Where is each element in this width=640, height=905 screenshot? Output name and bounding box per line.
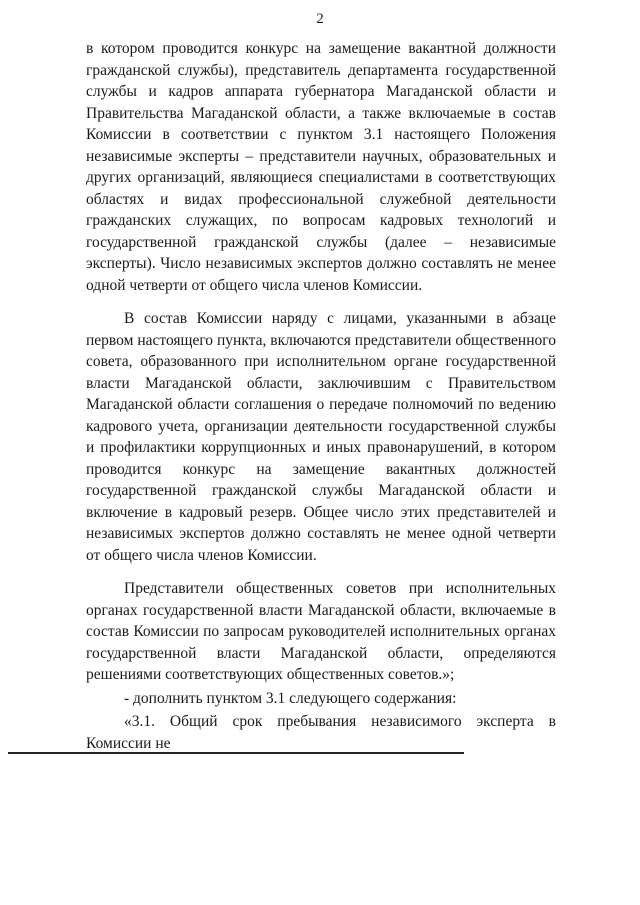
document-body <box>86 38 556 756</box>
page-number: 2 <box>316 11 324 27</box>
paragraph-4: - дополнить пунктом 3.1 следующего содержания: <box>124 689 457 707</box>
paragraph-2: В состав Комиссии наряду с лицами, указанными в абзаце первом настоящего пункта, включаются представители общественного совета, образованного при исполнительном органе государственной власти Магаданской области, заключившим с Правительством Магаданской области соглашения о передаче полномочий по ведению кадрового учета, организации деятельности государственной службы и профилактики коррупционных и иных правонарушений, в котором проводится конкурс на замещение вакантных должностей государственной гражданской службы Магаданской области и включение в кадровый резерв. Общее число этих представителей и независимых экспертов должно составлять не менее одной четверти от общего числа членов Комиссии. <box>86 310 556 564</box>
paragraph-5: «3.1. Общий срок пребывания независимого эксперта в Комиссии не <box>86 713 556 752</box>
paragraph-3: Представители общественных советов при исполнительных органах государственной власти Магаданской области, включаемые в состав Комиссии по запросам руководителей исполнительных органах государственной власти Магаданской области, определяются решениями соответствующих общественных советов.»; <box>86 580 556 683</box>
horizontal-rule <box>8 752 464 754</box>
paragraph-1: в котором проводится конкурс на замещение вакантной должности гражданской службы), представитель департамента государственной службы и кадров аппарата губернатора Магаданской области и Правительства Магаданской области, а также включаемые в состав Комиссии в соответствии с пунктом 3.1 настоящего Положения независимые эксперты – представители научных, образовательных и других организаций, являющиеся специалистами в соответствующих областях и видах профессиональной служебной деятельности гражданских служащих, по вопросам кадровых технологий и государственной гражданской службы (далее – независимые эксперты). Число независимых экспертов должно составлять не менее одной четверти от общего числа членов Комиссии. <box>86 40 556 294</box>
